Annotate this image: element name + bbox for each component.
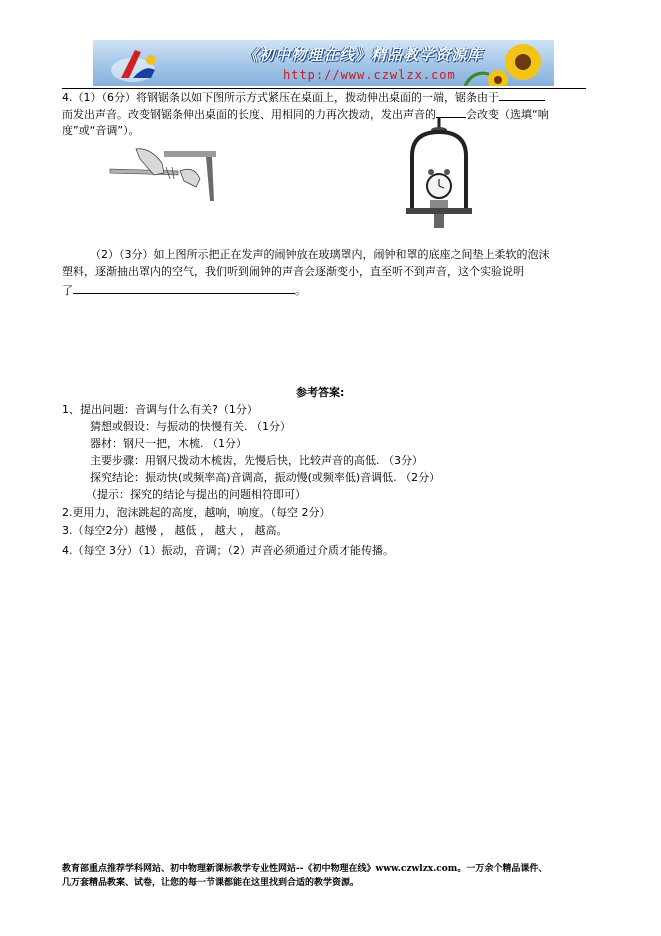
answer-blank xyxy=(499,89,545,101)
answer-line: 1、提出问题：音调与什么有关?（1分） xyxy=(62,403,258,416)
q4-part1-line3: 度”或“音调”）。 xyxy=(62,124,140,137)
banner-url[interactable]: http://www.czwlzx.com xyxy=(283,68,456,82)
footer-line1: 教育部重点推荐学科网站、初中物理新课标教学专业性网站--《初中物理在线》www.czwlzx.com。一万余个精品课件、 xyxy=(62,864,548,874)
footer-line2: 几万套精品教案、试卷，让您的每一节课都能在这里找到合适的教学资源。 xyxy=(62,878,360,888)
answer-line: 主要步骤：用钢尺拨动木梳齿，先慢后快，比较声音的高低. （3分） xyxy=(90,454,423,467)
answer-line: 4.（每空 3分）（1）振动，音调；（2）声音必须通过介质才能传播。 xyxy=(62,544,394,557)
q4-part2-line2: 塑料，逐渐抽出罩内的空气，我们听到闹钟的声音会逐渐变小，直至听不到声音，这个实验说明 xyxy=(62,265,524,278)
answer-line: 3.（每空2分）越慢 ， 越低 ， 越大 ， 越高。 xyxy=(62,524,288,537)
answer-line: （提示：探究的结论与提出的问题相符即可） xyxy=(86,488,306,501)
q4-part2-line1: （2）（3分）如上图所示把正在发声的闹钟放在玻璃罩内，闹钟和罩的底座之间垫上柔软的泡沫 xyxy=(90,248,550,261)
banner-title: 《初中物理在线》精品教学资源库 xyxy=(243,46,484,64)
answer-line: 猜想或假设：与振动的快慢有关. （1分） xyxy=(90,420,291,433)
q4-part1-line2: 而发出声音。改变钢锯条伸出桌面的长度、用相同的力再次拨动，发出声音的 会改变（选填“响 xyxy=(62,108,549,121)
q4-part1-line1: 4.（1）（6分）将钢锯条以如下图所示方式紧压在桌面上，拨动伸出桌面的一端，锯条由于 xyxy=(62,89,545,106)
saw-blade-figure xyxy=(106,143,218,201)
answer-blank xyxy=(73,282,295,294)
answer-line: 2.更用力，泡沫跳起的高度，越响，响度。（每空 2分） xyxy=(62,506,331,519)
answers-title: 参考答案: xyxy=(296,386,345,399)
answer-line: 探究结论：振动快(或频率高)音调高，振动慢(或频率低)音调低. （2分） xyxy=(90,471,441,484)
q4-part2-line3: 了 。 xyxy=(62,284,306,297)
answer-line: 器材：钢尺一把，木梳. （1分） xyxy=(90,437,247,450)
header-banner xyxy=(93,40,554,86)
bell-jar-figure xyxy=(404,116,474,232)
